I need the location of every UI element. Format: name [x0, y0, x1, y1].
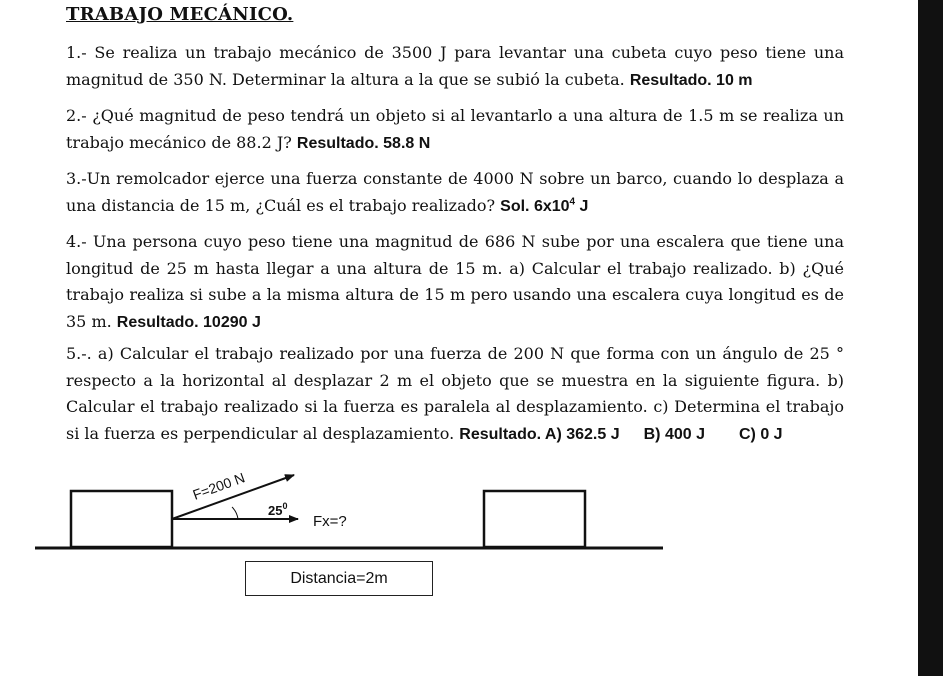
- problem-3-answer-exponent: 4: [569, 196, 576, 208]
- problem-1-text: 1.- Se realiza un trabajo mecánico de 3500 J para levantar una cubeta cuyo peso tiene una magnitud de 350 N. Determinar la altura a la que se subió la cubeta.: [66, 43, 844, 89]
- problem-4: [66, 229, 844, 336]
- problem-4-text: 4.- Una persona cuyo peso tiene una magnitud de 686 N sube por una escalera que tiene una longitud de 25 m hasta llegar a una altura de 15 m. a) Calcular el trabajo realizado. b) ¿Qué trabajo realiza si sube a la misma altura de 15 m pero usando una escalera cuya longitud es de 35 m.: [66, 232, 844, 331]
- problem-2-answer: Resultado. 58.8 N: [296, 134, 431, 152]
- problem-3-answer-prefix: Sol.: [500, 197, 534, 215]
- distance-box: [245, 561, 433, 596]
- block-end: [484, 491, 585, 547]
- problem-1-answer: Resultado. 10 m: [629, 71, 753, 89]
- problem-3-text: 3.-Un remolcador ejerce una fuerza constante de 4000 N sobre un barco, cuando lo desplaza a una distancia de 15 m, ¿Cuál es el trabajo realizado?: [66, 169, 844, 215]
- angle-value: 25: [268, 503, 283, 518]
- block-start: [71, 491, 172, 547]
- angle-label: [268, 501, 287, 518]
- page-title: TRABAJO MECÁNICO.: [66, 4, 294, 25]
- angle-degree-mark: 0: [282, 501, 288, 511]
- problem-2-text: 2.- ¿Qué magnitud de peso tendrá un objeto si al levantarlo a una altura de 1.5 m se realiza un trabajo mecánico de 88.2 J?: [66, 106, 844, 152]
- problem-4-answer: Resultado. 10290 J: [116, 313, 261, 331]
- fx-label: Fx=?: [313, 513, 347, 530]
- problem-5-answer-a: Resultado. A) 362.5 J: [459, 425, 620, 443]
- problem-5: [66, 341, 844, 448]
- force-diagram: [0, 455, 700, 565]
- problem-5-text: 5.-. a) Calcular el trabajo realizado por una fuerza de 200 N que forma con un ángulo de 25 ° respecto a la horizontal al desplazar 2 m el objeto que se muestra en la siguiente figura. b) Calcular el trabajo realizado si la fuerza es paralela al desplazamiento. c) Determina el trabajo si la fuerza es perpendicular al desplazamiento.: [66, 344, 844, 443]
- angle-arc: [232, 507, 238, 519]
- problem-3: [66, 166, 844, 220]
- problem-5-answer-b: B) 400 J: [643, 425, 705, 443]
- problem-3-answer-unit: J: [575, 197, 589, 215]
- problem-2: [66, 103, 844, 157]
- distance-label: Distancia=2m: [290, 569, 388, 587]
- problem-1: [66, 40, 844, 94]
- window-edge-bar: [918, 0, 943, 676]
- problem-5-answer-c: C) 0 J: [739, 425, 783, 443]
- force-label: F=200 N: [190, 469, 247, 503]
- problem-3-answer-base: 6x10: [533, 197, 570, 215]
